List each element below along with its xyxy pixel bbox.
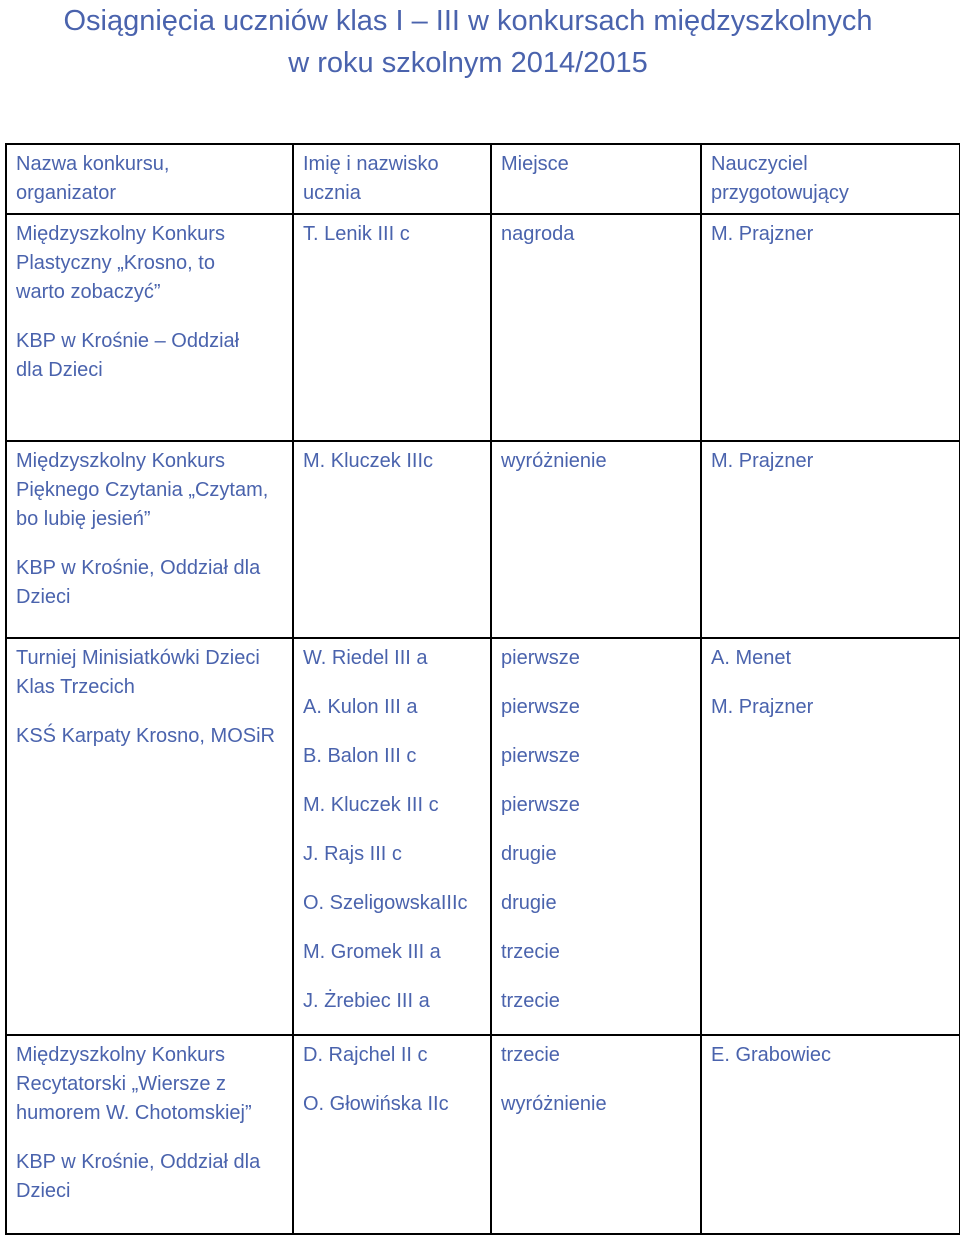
student-name: J. Żrebiec III a [303, 989, 430, 1012]
title-line-2: w roku szkolnym 2014/2015 [288, 47, 648, 79]
student-name: O. Głowińska IIc [303, 1093, 449, 1116]
organizer-line: KBP w Krośnie – Oddział [16, 329, 240, 352]
place-value: drugie [501, 842, 557, 865]
header-row [6, 144, 960, 214]
student-name: W. Riedel III a [303, 646, 428, 669]
places-cell [491, 214, 701, 441]
contest-cell [6, 1035, 293, 1234]
header-place-line: Miejsce [501, 153, 569, 175]
table-row [6, 441, 960, 638]
contest-name-line: bo lubię jesień” [16, 508, 151, 531]
contest-cell [6, 441, 293, 638]
student-name: D. Rajchel II c [303, 1044, 428, 1067]
organizer-line: dla Dzieci [16, 358, 103, 381]
student-name: O. SzeligowskaIIIc [303, 891, 468, 914]
place-value: trzecie [501, 989, 560, 1012]
place-value: trzecie [501, 940, 560, 963]
organizer-line: KSŚ Karpaty Krosno, MOSiR [16, 724, 275, 747]
teacher-name: M. Prajzner [711, 450, 814, 473]
teachers-cell [701, 1035, 960, 1234]
header-contest-line: Nazwa konkursu, [16, 153, 170, 175]
header-student-line: ucznia [303, 182, 361, 204]
place-value: drugie [501, 891, 557, 914]
organizer-line: Dzieci [16, 586, 71, 609]
header-student [293, 144, 491, 214]
organizer-line: KBP w Krośnie, Oddział dla [16, 557, 261, 580]
student-name: M. Kluczek III c [303, 793, 439, 816]
contest-cell [6, 638, 293, 1035]
places-cell [491, 1035, 701, 1234]
contest-name-line: Plastyczny „Krosno, to [16, 251, 215, 274]
contest-name-line: Klas Trzecich [16, 675, 135, 698]
header-teacher-line: przygotowujący [711, 182, 849, 204]
teacher-name: M. Prajzner [711, 222, 814, 245]
results-table [5, 143, 960, 1235]
student-name: B. Balon III c [303, 744, 417, 767]
student-name: T. Lenik III c [303, 222, 410, 245]
contest-name-line: Międzyszkolny Konkurs [16, 222, 225, 245]
place-value: pierwsze [501, 646, 580, 669]
teacher-name: E. Grabowiec [711, 1044, 832, 1067]
teachers-cell [701, 441, 960, 638]
student-name: M. Kluczek IIIc [303, 450, 434, 473]
place-value: pierwsze [501, 695, 580, 718]
place-value: pierwsze [501, 793, 580, 816]
students-cell [293, 1035, 491, 1234]
place-value: nagroda [501, 222, 575, 245]
student-name: J. Rajs III c [303, 842, 402, 865]
contest-name-line: Recytatorski „Wiersze z [16, 1073, 227, 1096]
teacher-name: A. Menet [711, 646, 792, 669]
contest-name-line: Międzyszkolny Konkurs [16, 1044, 225, 1067]
contest-name-line: Turniej Minisiatkówki Dzieci [16, 646, 260, 669]
students-cell [293, 441, 491, 638]
places-cell [491, 638, 701, 1035]
header-contest-line: organizator [16, 182, 117, 204]
header-contest [6, 144, 293, 214]
place-value: wyróżnienie [501, 1093, 607, 1116]
contest-name-line: Międzyszkolny Konkurs [16, 450, 225, 473]
organizer-line: KBP w Krośnie, Oddział dla [16, 1151, 261, 1174]
places-cell [491, 441, 701, 638]
place-value: wyróżnienie [501, 450, 607, 473]
table-row [6, 638, 960, 1035]
header-teacher-line: Nauczyciel [711, 153, 808, 175]
title-line-1: Osiągnięcia uczniów klas I – III w konkursach międzyszkolnych [63, 5, 873, 37]
header-teacher [701, 144, 960, 214]
header-place [491, 144, 701, 214]
contest-name-line: Pięknego Czytania „Czytam, [16, 479, 269, 502]
contest-cell [6, 214, 293, 441]
header-student-line: Imię i nazwisko [303, 153, 439, 175]
teachers-cell [701, 638, 960, 1035]
organizer-line: Dzieci [16, 1180, 71, 1203]
contest-name-line: warto zobaczyć” [16, 280, 161, 303]
contest-name-line: humorem W. Chotomskiej” [16, 1102, 252, 1125]
place-value: trzecie [501, 1044, 560, 1067]
students-cell [293, 214, 491, 441]
place-value: pierwsze [501, 744, 580, 767]
teachers-cell [701, 214, 960, 441]
table-row [6, 214, 960, 441]
students-cell [293, 638, 491, 1035]
teacher-name: M. Prajzner [711, 695, 814, 718]
student-name: M. Gromek III a [303, 940, 441, 963]
student-name: A. Kulon III a [303, 695, 418, 718]
table-row [6, 1035, 960, 1234]
